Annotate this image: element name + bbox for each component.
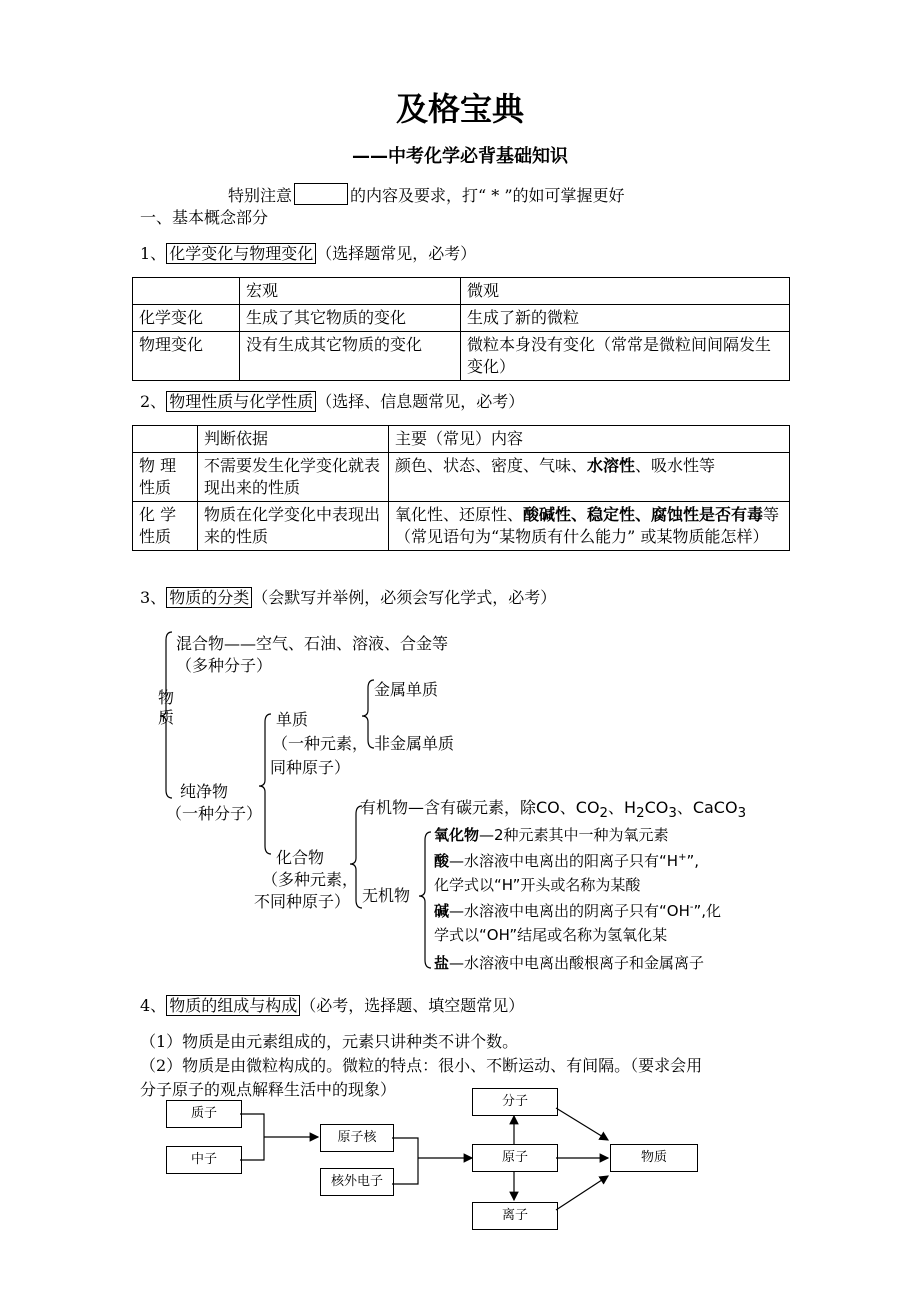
tree-compound-note: （多种元素，	[262, 870, 359, 889]
tree-root: 物质	[158, 688, 175, 727]
tree-nonmetal: 非金属单质	[374, 734, 455, 753]
text: —水溶液中电离出的阳离子只有“H	[449, 852, 679, 870]
tree-element-note: 同种原子）	[270, 758, 351, 777]
text: —水溶液中电离出酸根离子和金属离子	[449, 954, 705, 972]
text: ”,	[686, 852, 700, 870]
box-electron: 核外电子	[320, 1168, 394, 1196]
table-cell: 物质在化学变化中表现出来的性质	[198, 502, 389, 551]
tree-metal: 金属单质	[374, 680, 439, 699]
table-cell: 生成了新的微粒	[461, 305, 790, 332]
box-ion: 离子	[472, 1202, 558, 1230]
superscript: +	[678, 852, 687, 863]
bold-text: 酸	[434, 852, 450, 870]
tree-base-2: 学式以“OH”结尾或名称为氢氧化某	[434, 926, 668, 944]
tree-pure: 纯净物	[180, 782, 229, 801]
table-cell: 主要（常见）内容	[389, 426, 790, 453]
text: 有机物—含有碳元素，除CO、CO	[360, 798, 600, 817]
bold-text: 酸碱性、稳定性、腐蚀性是否有毒	[523, 505, 764, 524]
table-cell: 物 理 性质	[133, 453, 198, 502]
text: 氧化性、还原性、	[395, 505, 524, 524]
table-cell: 微粒本身没有变化（常常是微粒间间隔发生变化）	[461, 332, 790, 381]
section-number: 4、	[140, 996, 167, 1015]
table-cell: 判断依据	[198, 426, 389, 453]
paragraph-1: （1）物质是由元素组成的，元素只讲种类不讲个数。	[140, 1032, 519, 1051]
box-neutron: 中子	[166, 1146, 242, 1174]
bold-text: 水溶性	[587, 456, 636, 475]
section-note: （选择、信息题常见，必考）	[316, 392, 525, 411]
text: 、吸水性等	[635, 456, 716, 475]
tree-compound-note: 不同种原子）	[254, 892, 351, 911]
box-nucleus: 原子核	[320, 1124, 394, 1152]
part-heading: 一、基本概念部分	[140, 208, 269, 227]
arrow-molecule-to-substance	[556, 1108, 608, 1140]
text: —水溶液中电离出的阴离子只有“OH	[449, 902, 690, 920]
subscript: 2	[636, 806, 645, 822]
tree-element: 单质	[276, 710, 309, 729]
section-note: （必考，选择题、填空题常见）	[300, 996, 525, 1015]
bold-text: 氧化物	[434, 826, 480, 844]
table-cell: 微观	[461, 278, 790, 305]
box-proton: 质子	[166, 1100, 242, 1128]
section-boxed-title: 物质的分类	[166, 587, 252, 608]
page-subtitle: ——中考化学必背基础知识	[352, 146, 568, 167]
bold-text: 盐	[434, 954, 450, 972]
section-boxed-title: 物质的组成与构成	[166, 995, 300, 1016]
section-note: （选择题常见，必考）	[316, 244, 477, 263]
superscript: -	[689, 902, 694, 913]
text: 、H	[608, 798, 637, 817]
text: 颜色、状态、密度、气味、	[395, 456, 588, 475]
table-cell: 物理变化	[133, 332, 240, 381]
box-substance: 物质	[610, 1144, 698, 1172]
tree-mixture: 混合物——空气、石油、溶液、合金等	[176, 634, 449, 653]
text: 等（常见语句为“某物质有什么能力” 或某物质能怎样）	[395, 505, 780, 546]
text: —2种元素其中一种为氧元素	[479, 826, 669, 844]
table-cell: 化学变化	[133, 305, 240, 332]
table-cell: 没有生成其它物质的变化	[240, 332, 461, 381]
connector-proton-neutron	[240, 1114, 264, 1160]
table-cell: 化 学 性质	[133, 502, 198, 551]
subscript: 3	[668, 806, 677, 822]
box-atom: 原子	[472, 1144, 558, 1172]
tree-pure-note: （一种分子）	[166, 804, 263, 823]
note-prefix: 特别注意	[228, 186, 293, 205]
connector-nucleus-electron	[392, 1138, 418, 1184]
tree-element-note: （一种元素，	[272, 734, 369, 753]
paragraph-2b: 分子原子的观点解释生活中的现象）	[140, 1080, 397, 1099]
box-molecule: 分子	[472, 1088, 558, 1116]
tree-inorganic: 无机物	[362, 886, 411, 905]
text: CO	[644, 798, 669, 817]
section-boxed-title: 化学变化与物理变化	[166, 243, 316, 264]
page-title: 及格宝典	[395, 90, 524, 128]
table-cell: 生成了其它物质的变化	[240, 305, 461, 332]
text: ”,化	[693, 902, 722, 920]
subscript: 3	[737, 806, 747, 822]
section-number: 1、	[140, 244, 167, 263]
subscript: 2	[599, 806, 609, 822]
table-cell: 不需要发生化学变化就表现出来的性质	[198, 453, 389, 502]
tree-mixture-note: （多种分子）	[176, 656, 273, 675]
section-boxed-title: 物理性质与化学性质	[166, 391, 316, 412]
section-note: （会默写并举例，必须会写化学式，必考）	[252, 588, 557, 607]
bold-text: 碱	[434, 902, 450, 920]
tree-acid-2: 化学式以“H”开头或名称为某酸	[434, 876, 641, 894]
text: 、CaCO	[676, 798, 738, 817]
arrow-ion-to-substance	[556, 1176, 608, 1210]
section-number: 3、	[140, 588, 167, 607]
note-suffix: 的内容及要求，打“ * ”的如可掌握更好	[350, 186, 625, 205]
tree-compound: 化合物	[276, 848, 325, 867]
section-number: 2、	[140, 392, 167, 411]
paragraph-2a: （2）物质是由微粒构成的。微粒的特点：很小、不断运动、有间隔。（要求会用	[140, 1056, 703, 1075]
table-cell: 宏观	[240, 278, 461, 305]
